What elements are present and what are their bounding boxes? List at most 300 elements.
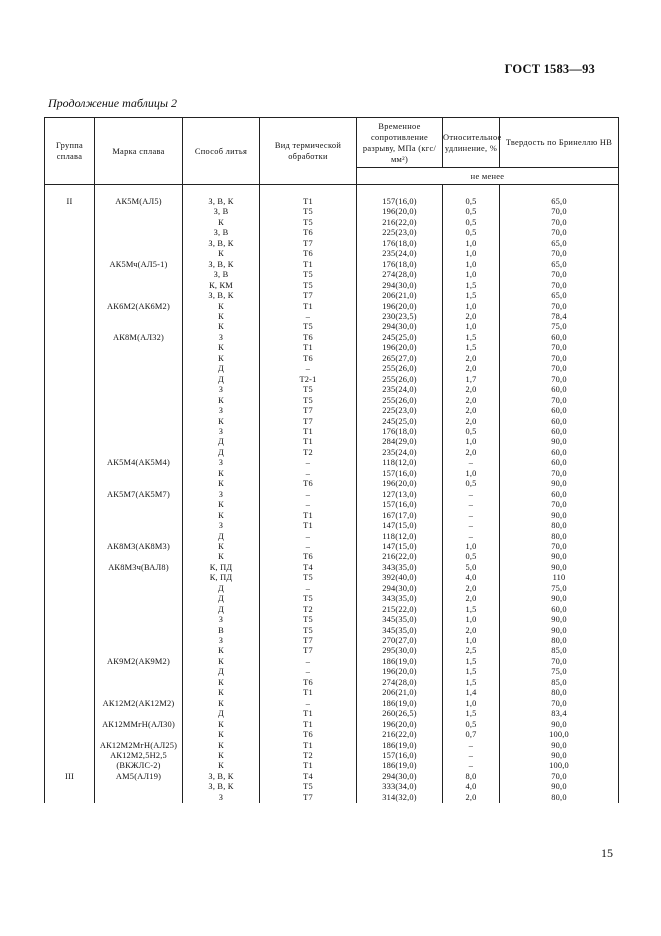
table-row (45, 185, 619, 208)
cell-grade (95, 646, 183, 656)
cell-strength: 294(30,0) (357, 281, 443, 291)
table-row (45, 730, 619, 740)
cell-casting: З, В, К (183, 772, 260, 782)
table-row (45, 354, 619, 364)
cell-elongation: 1,7 (443, 375, 500, 385)
cell-hardness: 90,0 (500, 479, 619, 489)
cell-hardness: 70,0 (500, 281, 619, 291)
cell-grade (95, 354, 183, 364)
table-row (45, 312, 619, 322)
table-row (45, 720, 619, 730)
cell-group (45, 270, 95, 280)
cell-hardness: 85,0 (500, 646, 619, 656)
cell-elongation: 1,5 (443, 281, 500, 291)
cell-casting: З, В, К (183, 291, 260, 301)
table-row (45, 479, 619, 489)
cell-hardness: 90,0 (500, 782, 619, 792)
cell-elongation: 0,7 (443, 730, 500, 740)
cell-casting: Д (183, 437, 260, 447)
cell-grade (95, 448, 183, 458)
header-elongation: Относительное удлинение, % (443, 118, 500, 168)
cell-strength: 215(22,0) (357, 605, 443, 615)
cell-strength: 157(16,0) (357, 500, 443, 510)
cell-strength: 186(19,0) (357, 657, 443, 667)
cell-grade (95, 406, 183, 416)
cell-casting: Д (183, 584, 260, 594)
cell-hardness: 65,0 (500, 291, 619, 301)
cell-elongation: 1,0 (443, 615, 500, 625)
table-row (45, 699, 619, 709)
cell-group (45, 333, 95, 343)
cell-casting: З, В, К (183, 782, 260, 792)
cell-heat-treatment: – (260, 500, 357, 510)
cell-group (45, 511, 95, 521)
cell-casting: Д (183, 605, 260, 615)
cell-grade (95, 594, 183, 604)
cell-hardness: 80,0 (500, 793, 619, 803)
cell-group (45, 417, 95, 427)
cell-heat-treatment: Т7 (260, 646, 357, 656)
cell-heat-treatment: Т5 (260, 218, 357, 228)
cell-elongation: 0,5 (443, 427, 500, 437)
cell-group (45, 291, 95, 301)
cell-group (45, 302, 95, 312)
cell-elongation: 1,0 (443, 636, 500, 646)
cell-strength: 294(30,0) (357, 772, 443, 782)
table-row (45, 458, 619, 468)
cell-casting: К, ПД (183, 563, 260, 573)
cell-heat-treatment: Т5 (260, 281, 357, 291)
cell-group (45, 688, 95, 698)
cell-grade (95, 281, 183, 291)
table-row (45, 302, 619, 312)
cell-strength: 345(35,0) (357, 615, 443, 625)
cell-strength: 270(27,0) (357, 636, 443, 646)
cell-casting: К (183, 720, 260, 730)
cell-elongation: – (443, 500, 500, 510)
table-row (45, 406, 619, 416)
cell-grade (95, 437, 183, 447)
table-row (45, 782, 619, 792)
cell-casting: З, В, К (183, 260, 260, 270)
table-row (45, 333, 619, 343)
cell-heat-treatment: – (260, 364, 357, 374)
cell-heat-treatment: Т6 (260, 228, 357, 238)
cell-group (45, 751, 95, 761)
cell-heat-treatment: Т1 (260, 720, 357, 730)
cell-group (45, 730, 95, 740)
cell-heat-treatment: Т1 (260, 511, 357, 521)
table-row (45, 469, 619, 479)
cell-hardness: 70,0 (500, 207, 619, 217)
cell-group (45, 657, 95, 667)
cell-strength: 294(30,0) (357, 322, 443, 332)
cell-casting: К, ПД (183, 573, 260, 583)
header-not-less-than: не менее (357, 168, 619, 185)
table-row (45, 281, 619, 291)
cell-hardness: 100,0 (500, 761, 619, 771)
cell-elongation: 0,5 (443, 720, 500, 730)
cell-hardness: 80,0 (500, 532, 619, 542)
cell-casting: К (183, 417, 260, 427)
cell-elongation: 1,5 (443, 333, 500, 343)
table-row (45, 270, 619, 280)
cell-heat-treatment: Т2 (260, 605, 357, 615)
cell-casting: К (183, 396, 260, 406)
cell-heat-treatment: Т7 (260, 406, 357, 416)
cell-strength: 245(25,0) (357, 333, 443, 343)
cell-casting: Д (183, 709, 260, 719)
cell-elongation: 8,0 (443, 772, 500, 782)
cell-group (45, 720, 95, 730)
cell-elongation: 2,0 (443, 448, 500, 458)
table-row (45, 793, 619, 803)
table-row (45, 542, 619, 552)
cell-hardness: 70,0 (500, 396, 619, 406)
cell-elongation: 1,5 (443, 678, 500, 688)
cell-heat-treatment: Т1 (260, 185, 357, 208)
cell-elongation: 2,0 (443, 626, 500, 636)
cell-hardness: 65,0 (500, 239, 619, 249)
cell-elongation: 1,5 (443, 343, 500, 353)
table-row (45, 521, 619, 531)
cell-strength: 196(20,0) (357, 479, 443, 489)
cell-group (45, 678, 95, 688)
cell-heat-treatment: Т5 (260, 270, 357, 280)
table-row (45, 490, 619, 500)
cell-casting: К (183, 511, 260, 521)
cell-hardness: 70,0 (500, 542, 619, 552)
cell-elongation: 1,0 (443, 249, 500, 259)
cell-group (45, 239, 95, 249)
cell-heat-treatment: – (260, 469, 357, 479)
table-row (45, 657, 619, 667)
header-tensile-strength: Временное сопротивление разрыву, МПа (кгс/мм²) (357, 118, 443, 168)
cell-hardness: 70,0 (500, 657, 619, 667)
cell-casting: З (183, 385, 260, 395)
header-hardness: Твердость по Бринеллю НВ (500, 118, 619, 168)
cell-elongation: 0,5 (443, 479, 500, 489)
cell-casting: Д (183, 375, 260, 385)
cell-heat-treatment: Т1 (260, 741, 357, 751)
cell-casting: Д (183, 448, 260, 458)
cell-strength: 127(13,0) (357, 490, 443, 500)
cell-heat-treatment: – (260, 312, 357, 322)
table-row (45, 646, 619, 656)
table-continuation-label: Продолжение таблицы 2 (48, 96, 178, 110)
page-number: 15 (601, 846, 613, 860)
cell-strength: 255(26,0) (357, 375, 443, 385)
cell-heat-treatment: Т6 (260, 354, 357, 364)
cell-elongation: – (443, 761, 500, 771)
cell-group (45, 793, 95, 803)
cell-grade (95, 532, 183, 542)
cell-strength: 295(30,0) (357, 646, 443, 656)
cell-hardness: 90,0 (500, 741, 619, 751)
cell-group (45, 646, 95, 656)
cell-elongation: 0,5 (443, 552, 500, 562)
cell-strength: 255(26,0) (357, 396, 443, 406)
cell-heat-treatment: Т2 (260, 448, 357, 458)
cell-elongation: 2,0 (443, 793, 500, 803)
cell-group (45, 615, 95, 625)
cell-elongation: 2,0 (443, 594, 500, 604)
cell-strength: 147(15,0) (357, 521, 443, 531)
cell-heat-treatment: Т6 (260, 678, 357, 688)
cell-group (45, 312, 95, 322)
cell-strength: 176(18,0) (357, 260, 443, 270)
cell-hardness: 70,0 (500, 218, 619, 228)
cell-grade (95, 385, 183, 395)
cell-strength: 206(21,0) (357, 688, 443, 698)
cell-group (45, 260, 95, 270)
cell-grade (95, 291, 183, 301)
cell-grade (95, 375, 183, 385)
cell-strength: 294(30,0) (357, 584, 443, 594)
cell-grade (95, 636, 183, 646)
cell-casting: З (183, 427, 260, 437)
cell-elongation: 2,0 (443, 406, 500, 416)
header-casting-method: Способ литья (183, 118, 260, 185)
cell-casting: З (183, 406, 260, 416)
cell-heat-treatment: – (260, 532, 357, 542)
table-row (45, 709, 619, 719)
table-row (45, 427, 619, 437)
cell-hardness: 75,0 (500, 667, 619, 677)
cell-elongation: 4,0 (443, 782, 500, 792)
cell-casting: К (183, 730, 260, 740)
cell-hardness: 110 (500, 573, 619, 583)
cell-elongation: 2,0 (443, 354, 500, 364)
cell-strength: 260(26,5) (357, 709, 443, 719)
cell-strength: 216(22,0) (357, 552, 443, 562)
cell-grade (95, 626, 183, 636)
cell-heat-treatment: Т5 (260, 573, 357, 583)
cell-strength: 314(32,0) (357, 793, 443, 803)
cell-heat-treatment: – (260, 490, 357, 500)
cell-elongation: – (443, 532, 500, 542)
cell-heat-treatment: Т2 (260, 751, 357, 761)
cell-casting: К (183, 657, 260, 667)
cell-hardness: 75,0 (500, 322, 619, 332)
cell-strength: 345(35,0) (357, 626, 443, 636)
cell-strength: 265(27,0) (357, 354, 443, 364)
cell-grade (95, 343, 183, 353)
cell-strength: 235(24,0) (357, 448, 443, 458)
cell-grade (95, 312, 183, 322)
cell-elongation: 1,5 (443, 605, 500, 615)
cell-grade: АК5М4(АК5М4) (95, 458, 183, 468)
cell-group (45, 594, 95, 604)
cell-casting: Д (183, 532, 260, 542)
cell-elongation: 1,0 (443, 239, 500, 249)
cell-group (45, 782, 95, 792)
cell-elongation: 2,0 (443, 312, 500, 322)
cell-group (45, 228, 95, 238)
cell-grade: АМ5(АЛ19) (95, 772, 183, 782)
cell-group: III (45, 772, 95, 782)
table-row (45, 396, 619, 406)
cell-heat-treatment: Т6 (260, 479, 357, 489)
table-row (45, 532, 619, 542)
cell-group (45, 406, 95, 416)
cell-group (45, 427, 95, 437)
cell-strength: 196(20,0) (357, 207, 443, 217)
cell-hardness: 78,4 (500, 312, 619, 322)
cell-elongation: 1,5 (443, 291, 500, 301)
cell-casting: З, В (183, 270, 260, 280)
cell-hardness: 90,0 (500, 552, 619, 562)
table-row (45, 678, 619, 688)
cell-casting: К (183, 479, 260, 489)
alloy-properties-table (44, 117, 619, 803)
cell-hardness: 90,0 (500, 594, 619, 604)
cell-group (45, 699, 95, 709)
cell-strength: 274(28,0) (357, 270, 443, 280)
cell-grade (95, 552, 183, 562)
cell-hardness: 65,0 (500, 185, 619, 208)
table-row (45, 552, 619, 562)
cell-casting: К (183, 542, 260, 552)
table-row (45, 741, 619, 751)
cell-hardness: 70,0 (500, 500, 619, 510)
cell-heat-treatment: – (260, 584, 357, 594)
cell-strength: 176(18,0) (357, 239, 443, 249)
table-row (45, 751, 619, 761)
cell-casting: З (183, 458, 260, 468)
cell-group (45, 249, 95, 259)
cell-strength: 147(15,0) (357, 542, 443, 552)
cell-casting: Д (183, 667, 260, 677)
cell-strength: 157(16,0) (357, 185, 443, 208)
cell-group (45, 375, 95, 385)
cell-grade (95, 605, 183, 615)
header-group: Группа сплава (45, 118, 95, 185)
cell-heat-treatment: Т6 (260, 249, 357, 259)
cell-elongation: – (443, 490, 500, 500)
cell-elongation: 1,0 (443, 542, 500, 552)
table-row (45, 605, 619, 615)
cell-strength: 186(19,0) (357, 699, 443, 709)
cell-heat-treatment: Т7 (260, 793, 357, 803)
table-row (45, 584, 619, 594)
table-row (45, 228, 619, 238)
cell-heat-treatment: Т7 (260, 417, 357, 427)
cell-casting: З (183, 636, 260, 646)
cell-hardness: 80,0 (500, 688, 619, 698)
cell-elongation: 1,0 (443, 322, 500, 332)
cell-group (45, 573, 95, 583)
table-row (45, 239, 619, 249)
cell-hardness: 70,0 (500, 270, 619, 280)
cell-elongation: 1,0 (443, 260, 500, 270)
cell-strength: 118(12,0) (357, 532, 443, 542)
cell-casting: К (183, 312, 260, 322)
cell-strength: 176(18,0) (357, 427, 443, 437)
cell-strength: 118(12,0) (357, 458, 443, 468)
cell-grade (95, 521, 183, 531)
cell-heat-treatment: Т6 (260, 333, 357, 343)
cell-strength: 196(20,0) (357, 667, 443, 677)
cell-group (45, 761, 95, 771)
cell-grade (95, 207, 183, 217)
cell-heat-treatment: Т4 (260, 772, 357, 782)
cell-heat-treatment: Т5 (260, 322, 357, 332)
cell-grade (95, 709, 183, 719)
cell-elongation: – (443, 751, 500, 761)
cell-elongation: 1,0 (443, 699, 500, 709)
table-row (45, 688, 619, 698)
cell-grade (95, 500, 183, 510)
cell-grade (95, 782, 183, 792)
cell-hardness: 60,0 (500, 417, 619, 427)
table-row (45, 448, 619, 458)
table-row (45, 511, 619, 521)
cell-strength: 167(17,0) (357, 511, 443, 521)
cell-elongation: 0,5 (443, 228, 500, 238)
cell-strength: 343(35,0) (357, 563, 443, 573)
cell-group (45, 469, 95, 479)
cell-grade: АК8М3ч(ВАЛ8) (95, 563, 183, 573)
cell-strength: 392(40,0) (357, 573, 443, 583)
cell-hardness: 90,0 (500, 615, 619, 625)
cell-grade (95, 417, 183, 427)
cell-casting: К (183, 678, 260, 688)
cell-heat-treatment: Т5 (260, 385, 357, 395)
cell-group (45, 636, 95, 646)
cell-group (45, 741, 95, 751)
cell-grade (95, 688, 183, 698)
cell-hardness: 90,0 (500, 751, 619, 761)
cell-strength: 255(26,0) (357, 364, 443, 374)
cell-heat-treatment: Т6 (260, 552, 357, 562)
cell-strength: 186(19,0) (357, 741, 443, 751)
cell-heat-treatment: Т1 (260, 521, 357, 531)
cell-grade (95, 239, 183, 249)
cell-grade: АК12М2,5Н2,5 (95, 751, 183, 761)
cell-strength: 157(16,0) (357, 469, 443, 479)
cell-heat-treatment: Т5 (260, 626, 357, 636)
cell-hardness: 83,4 (500, 709, 619, 719)
cell-hardness: 60,0 (500, 448, 619, 458)
cell-hardness: 80,0 (500, 636, 619, 646)
table-row (45, 573, 619, 583)
table-row (45, 761, 619, 771)
cell-elongation: 2,0 (443, 385, 500, 395)
cell-grade (95, 270, 183, 280)
table-row (45, 437, 619, 447)
cell-hardness: 70,0 (500, 375, 619, 385)
cell-grade: (ВКЖЛС-2) (95, 761, 183, 771)
cell-casting: З, В, К (183, 239, 260, 249)
cell-elongation: 5,0 (443, 563, 500, 573)
cell-heat-treatment: – (260, 699, 357, 709)
cell-hardness: 90,0 (500, 626, 619, 636)
cell-hardness: 65,0 (500, 260, 619, 270)
cell-group: II (45, 185, 95, 208)
cell-group (45, 354, 95, 364)
cell-group (45, 552, 95, 562)
cell-heat-treatment: Т1 (260, 343, 357, 353)
cell-strength: 186(19,0) (357, 761, 443, 771)
table-row (45, 594, 619, 604)
cell-elongation: 1,0 (443, 437, 500, 447)
cell-elongation: 0,5 (443, 207, 500, 217)
cell-heat-treatment: Т5 (260, 594, 357, 604)
cell-heat-treatment: – (260, 657, 357, 667)
cell-heat-treatment: Т6 (260, 730, 357, 740)
cell-hardness: 90,0 (500, 720, 619, 730)
